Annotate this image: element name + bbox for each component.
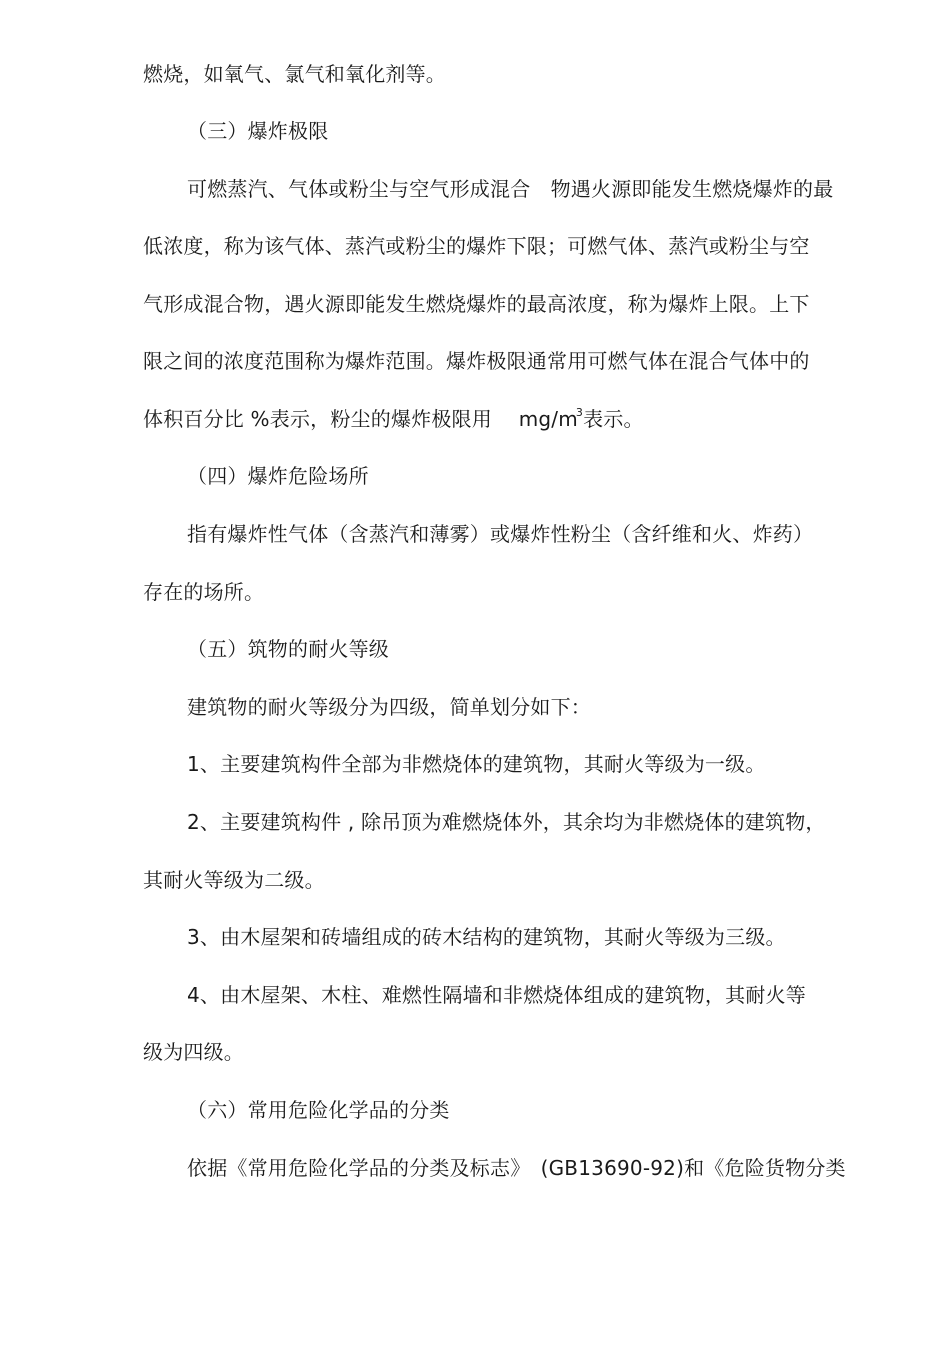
section-heading-hazard-area: （四）爆炸危险场所: [187, 464, 369, 488]
section-heading-chemical-classes: （六）常用危险化学品的分类: [187, 1098, 450, 1122]
section-heading-explosion-limit: （三）爆炸极限: [187, 119, 329, 143]
text-line: 限之间的浓度范围称为爆炸范围。爆炸极限通常用可燃气体在混合气体中的: [143, 349, 810, 373]
text-line: 指有爆炸性气体（含蒸汽和薄雾）或爆炸性粉尘（含纤维和火、炸药）: [187, 522, 814, 546]
text-line-with-unit: [143, 405, 644, 437]
list-item: 1、主要建筑构件全部为非燃烧体的建筑物，其耐火等级为一级。: [187, 752, 766, 776]
list-item: 3、由木屋架和砖墙组成的砖木结构的建筑物，其耐火等级为三级。: [187, 925, 786, 949]
text-line: 气形成混合物，遇火源即能发生燃烧爆炸的最高浓度，称为爆炸上限。上下: [143, 292, 810, 316]
list-item: 2、主要建筑构件 , 除吊顶为难燃烧体外，其余均为非燃烧体的建筑物，: [187, 810, 826, 834]
text-segment: 体积百分比 %表示，粉尘的爆炸极限用 mg/m: [143, 407, 578, 431]
text-line: 存在的场所。: [143, 580, 265, 604]
list-item: 4、由木屋架、木柱、难燃性隔墙和非燃烧体组成的建筑物，其耐火等: [187, 983, 806, 1007]
text-line: 低浓度，称为该气体、蒸汽或粉尘的爆炸下限；可燃气体、蒸汽或粉尘与空: [143, 234, 810, 258]
section-heading-fire-rating: （五）筑物的耐火等级: [187, 637, 389, 661]
text-segment: 表示。: [583, 407, 644, 431]
text-line: 其耐火等级为二级。: [143, 868, 325, 892]
text-line: 依据《常用危险化学品的分类及标志》 (GB13690-92)和《危险货物分类: [187, 1156, 846, 1180]
superscript: 3: [575, 406, 584, 419]
text-line: 可燃蒸汽、气体或粉尘与空气形成混合 物遇火源即能发生燃烧爆炸的最: [187, 177, 834, 201]
text-line: 燃烧，如氧气、氯气和氧化剂等。: [143, 62, 446, 86]
text-line: 建筑物的耐火等级分为四级，简单划分如下：: [187, 695, 591, 719]
text-line: 级为四级。: [143, 1040, 244, 1064]
